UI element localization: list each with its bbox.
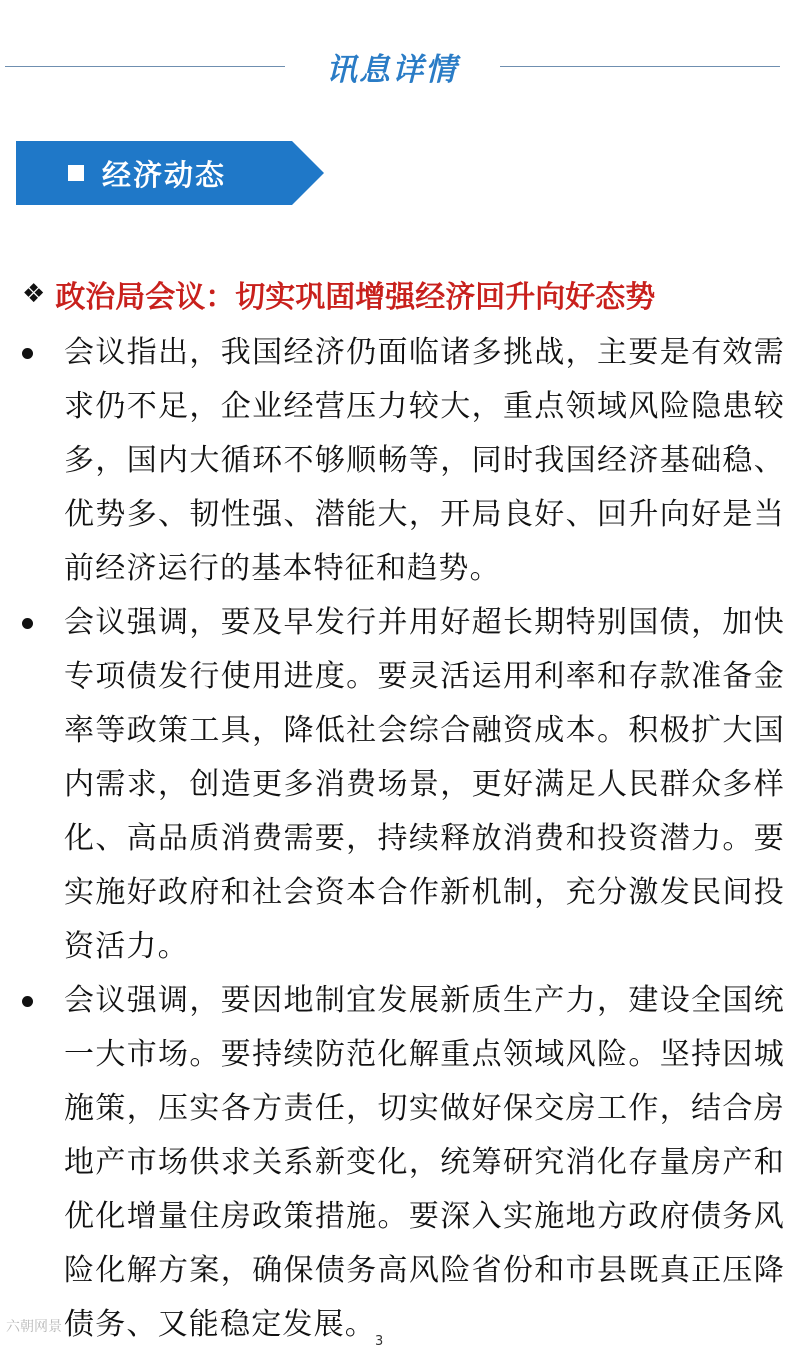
watermark: 六朝网景 (6, 1319, 62, 1335)
header-title: 讯息详情 (326, 52, 458, 88)
header-rule-right (500, 66, 780, 67)
list-item (0, 596, 795, 974)
header-rule-left (5, 66, 285, 67)
square-bullet-icon (68, 165, 84, 181)
list-item (0, 326, 795, 596)
diamond-bullet-icon: ❖ (22, 279, 46, 309)
bullet-dot-icon (22, 348, 33, 359)
bullet-dot-icon (22, 996, 33, 1007)
bullet-text: 会议强调，要因地制宜发展新质生产力，建设全国统一大市场。要持续防范化解重点领域风险。坚持因城施策，压实各方责任，切实做好保交房工作，结合房地产市场供求关系新变化，统筹研究消化存量房产和优化增量住房政策措施。要深入实施地方政府债务风险化解方案，确保债务高风险省份和市县既真正压降债务、又能稳定发展。 (64, 983, 785, 1342)
page-number: 3 (375, 1334, 384, 1349)
list-item (0, 974, 795, 1352)
bullet-dot-icon (22, 618, 33, 629)
article-headline (22, 272, 782, 316)
bullet-list (0, 326, 795, 1352)
section-label: 经济动态 (102, 158, 227, 192)
section-banner (16, 141, 324, 205)
bullet-text: 会议强调，要及早发行并用好超长期特别国债，加快专项债发行使用进度。要灵活运用利率和存款准备金率等政策工具，降低社会综合融资成本。积极扩大国内需求，创造更多消费场景，更好满足人民群众多样化、高品质消费需要，持续释放消费和投资潜力。要实施好政府和社会资本合作新机制，充分激发民间投资活力。 (64, 605, 785, 964)
headline-text: 政治局会议：切实巩固增强经济回升向好态势 (55, 280, 656, 315)
page-header (0, 38, 795, 94)
bullet-text: 会议指出，我国经济仍面临诸多挑战，主要是有效需求仍不足，企业经营压力较大，重点领域风险隐患较多，国内大循环不够顺畅等，同时我国经济基础稳、优势多、韧性强、潜能大，开局良好、回升向好是当前经济运行的基本特征和趋势。 (64, 335, 785, 586)
